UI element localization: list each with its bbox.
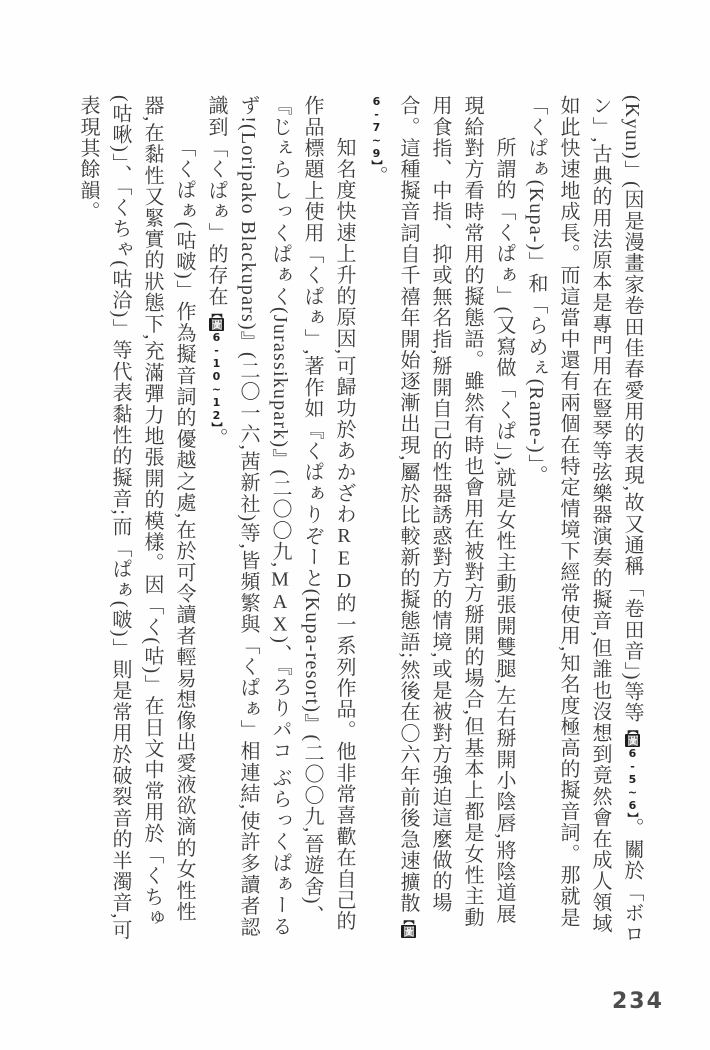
figure-reference	[625, 723, 640, 818]
paragraph	[520, 95, 648, 945]
figure-box-icon: 圖	[210, 319, 223, 330]
body-text	[72, 95, 648, 945]
bracket-open: 【	[626, 723, 639, 735]
bracket-close: 】	[626, 812, 639, 818]
latin-acronym: RED	[333, 524, 355, 593]
paragraph	[200, 95, 360, 945]
figure-label: 6-10~12	[210, 331, 223, 422]
text-run: 「くぱぁ(咕啵)」作為擬音詞的優越之處,在於可令讀者輕易想像出愛液欲滴的女性性器,在黏性又緊實的狀態下,充滿彈力地張開的模樣。因「く(咕)」在日文中常用於「くちゅ(咕啾)」、「くちゃ(咕洽)」等代表黏性的擬音;而「ぱぁ(啵)」則是常用於破裂音的半濁音,可表現其餘韻。	[77, 95, 195, 941]
text-run: 的一系列作品。他非常喜歡在自己的作品標題上使用「くぱぁ」,著作如『くぱぁりぞーと(Kupa-resort)』(二〇〇九,晉遊舍)、『じぇらしっくぱぁく(Jurassikupark)』(二〇〇九,	[269, 95, 355, 932]
text-run: )、『ろりパコ ぶらっくぱぁーるず!(Loripako Blackupars)』(二〇一六,茜新社)等,皆頻繁與「くぱぁ」相連結,使許多讀者認識到「くぱぁ」的存在	[205, 95, 291, 938]
bracket-close: 】	[370, 160, 383, 166]
text-run: 。	[365, 165, 387, 187]
figure-label: 6-7~9	[370, 95, 383, 160]
page-number: 234	[612, 989, 664, 1014]
text-run: 。	[205, 427, 227, 449]
bracket-open: 【	[210, 307, 223, 318]
text-run: 所謂的「くぱぁ」(又寫做「くぱ」),就是女性主動張開雙腿,左右掰開小陰唇,將陰道展現給對方看時常用的擬態語。雖然有時也會用在被對方掰開的場合,但基本上都是女性主動用食指、中指、抑或無名指,掰開自己的性器誘惑對方的情境,或是被對方強迫這麼做的場合。這種擬音詞自千禧年開始逐漸出現,屬於比較新的擬態語;然後在〇六年前後急速擴散	[397, 95, 515, 928]
figure-label: 6-5~6	[626, 747, 639, 813]
text-run: (Kyun)」(因是漫畫家卷田佳春愛用的表現,故又通稱「卷田音」)等等	[621, 95, 643, 724]
paragraph	[360, 95, 520, 945]
figure-reference	[209, 307, 224, 428]
bracket-open: 【	[402, 913, 415, 925]
latin-acronym: MAX	[269, 568, 291, 637]
text-run: 知名度快速上升的原因,可歸功於あかざわ	[333, 137, 355, 525]
figure-box-icon: 圖	[626, 735, 639, 747]
text-run: 。關於「ボロン」,古典的用法原本是專門用在豎琴等弦樂器演奏的擬音,但誰也沒想到竟然會在成人領域如此快速地成長。而這當中還有兩個在特定情境下經常使用,知名度極高的擬音詞。那就是「くぱぁ(Kupa-)」和「らめぇ(Rame-)」。	[525, 95, 643, 945]
figure-box-icon: 圖	[402, 925, 415, 937]
paragraph	[72, 95, 200, 945]
bracket-close: 】	[210, 422, 223, 428]
